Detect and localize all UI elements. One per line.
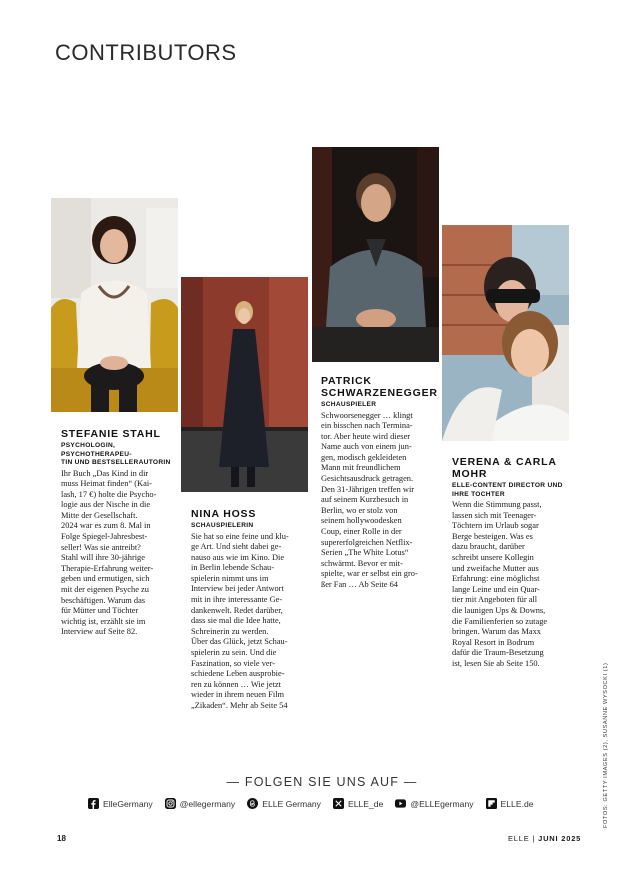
social-label: ELLE.de [500,798,534,809]
contributor-text: Ihr Buch „Das Kind in dir muss Heimat finden“ (Kai- lash, 17 €) holte die Psycho- logie aus der Nische in die Mitte der Gesellschaft. 2024 war es zum 8. Mal in Folge Spiegel-Jahresbest- seller! Was sie antreibt? Stahl will ihre 30-jährige Therapie-Erfahrung weiter- geben und ermutigen, sich mit der eigenen Psyche zu beschäftigen. Warum das für Mütter und Töchter wichtig ist, erzählt sie im Interview auf Seite 82. [61,468,157,637]
photo-verena-carla-mohr [442,225,569,441]
photo-credit: FOTOS: GETTY IMAGES (2), SUSANNE WYSOCKI (1) [603,662,609,828]
social-label: ElleGermany [103,798,153,809]
social-link-x[interactable] [333,798,383,809]
contributor-name: VERENA & CARLA MOHR [452,456,557,480]
photo-nina-hoss [181,277,308,492]
contributor-text: Schwoorsenegger … klingt ein bisschen nach Termina- tor. Aber heute wird dieser Name auch von einem jun- gen, modisch gekleideten Mann mit freundlichem Gesichtsausdruck getragen. Den 31-Jährigen treffen wir auf seinem Kurzbesuch in Berlin, wo er stolz von seinem hollywoodesken Coup, einer Rolle in der supererfolgreichen Netflix- Serien „The White Lotus“ schwärmt. Bevor er mit- spielte, war er selbst ein gro- ßer Fan … Ab Seite 64 [321,410,418,589]
contributor-name: PATRICK SCHWARZENEGGER [321,375,438,399]
social-link-facebook[interactable] [88,798,153,809]
magazine-name: ELLE [508,834,530,843]
social-link-flipboard[interactable] [486,798,534,809]
contributor-stefanie-stahl [61,428,181,638]
contributor-text: Sie hat so eine feine und klu- ge Art. Und sieht dabei ge- nauso aus wie im Kino. Die in Berlin lebende Schau- spielerin nimmt uns im Interview bei jeder Antwort mit in ihre interessante Ge- dankenwelt. Redet darüber, dass sie mal die Idee hatte, Schreinerin zu werden. Über das Glück, jetzt Schau- spielerin zu sein. Und die Faszination, so viele ver- schiedene Leben ausprobie- ren zu können … Wie jetzt wieder in ihrem neuen Film „Zikaden“. Mehr ab Seite 54 [191,531,289,710]
flipboard-icon [486,798,497,809]
contributor-nina-hoss [191,508,311,712]
contributor-text: Wenn die Stimmung passt, lassen sich mit Teenager- Töchtern im Urlaub sogar Berge besteigen. Was es dazu braucht, darüber schreibt unsere Kollegin und zweifache Mutter aus Erfahrung: eine möglichst lange Leine und ein Quar- tier mit Angeboten für all die launigen Ups & Downs, die Familienferien so zutage bringen. Warum das Maxx Royal Resort in Bodrum dafür die Traum-Besetzung ist, lesen Sie ab Seite 150. [452,500,548,668]
contributor-role: PSYCHOLOGIN, PSYCHOTHERAPEU- TIN UND BESTSELLERAUTORIN [61,442,171,466]
social-link-instagram[interactable] [165,798,236,809]
follow-us-title: — FOLGEN SIE UNS AUF — [226,775,418,789]
instagram-icon [165,798,176,809]
contributor-verena-carla-mohr [452,456,572,670]
photo-stefanie-stahl [51,198,178,412]
contributor-name: STEFANIE STAHL [61,428,161,440]
social-link-threads[interactable] [247,798,321,809]
folio [508,834,581,843]
social-label: ELLE Germany [262,798,321,809]
contributor-role: ELLE-CONTENT DIRECTOR UND IHRE TOCHTER [452,482,563,498]
youtube-icon [395,798,406,809]
contributor-name: NINA HOSS [191,508,257,520]
contributor-patrick-schwarzenegger [321,375,441,591]
contributor-role: SCHAUSPIELER [321,401,377,408]
issue-date: JUNI 2025 [538,834,582,843]
social-links [88,798,534,809]
social-label: @ELLEgermany [410,798,474,809]
page-number: 18 [57,834,66,843]
social-link-youtube[interactable] [395,798,473,809]
social-label: @ellegermany [179,798,236,809]
threads-icon [247,798,258,809]
photo-patrick-schwarzenegger [312,147,439,362]
folio-separator: | [532,834,536,843]
x-icon [333,798,344,809]
social-label: ELLE_de [347,798,384,809]
facebook-icon [88,798,99,809]
page-heading: CONTRIBUTORS [55,40,237,65]
contributor-role: SCHAUSPIELERIN [191,522,254,529]
